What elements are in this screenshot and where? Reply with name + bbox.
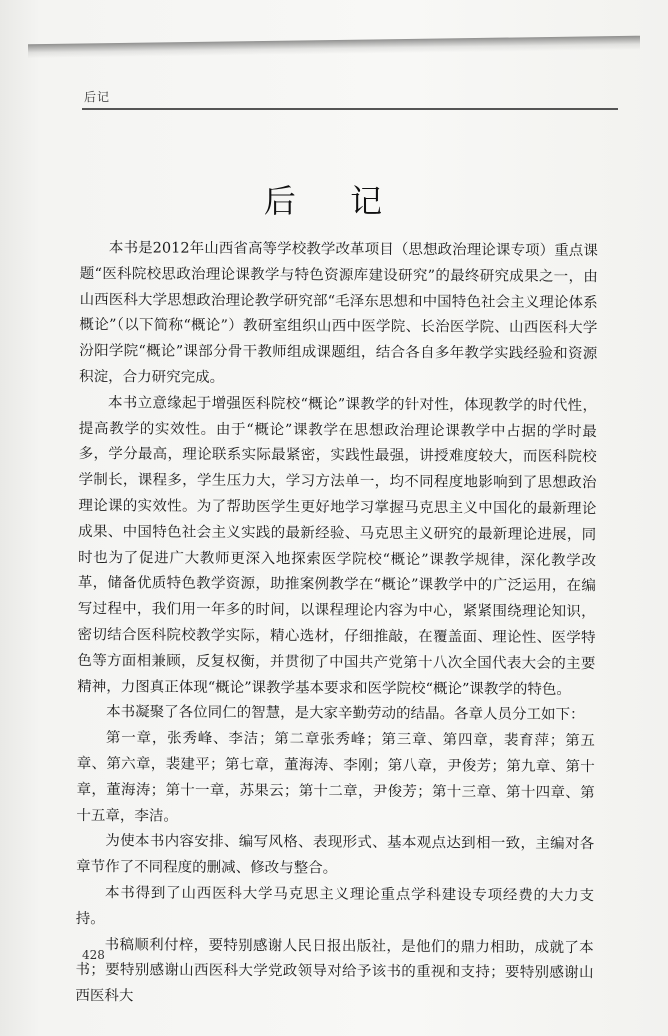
paragraph: 本书是2012年山西省高等学校教学改革项目（思想政治理论课专项）重点课题“医科院校思政治理论课教学与特色资源库建设研究”的最终研究成果之一，由山西医科大学思想政治理论教学研究部“毛泽东思想和中国特色社会主义理论体系概论”（以下简称“概论”）教研室组织山西中医学院、长治医学院、山西医科大学汾阳学院“概论”课部分骨干教师组成课题组，结合各自多年教学实践经验和资源积淀，合力研究完成。 bbox=[79, 240, 598, 386]
paragraph: 本书立意缘起于增强医科院校“概论”课教学的针对性，体现教学的时代性，提高教学的实效性。由于“概论”课教学在思想政治理论课教学中占据的学时最多，学分最高，理论联系实际最紧密，实践性最强，讲授难度较大，而医科院校学制长，课程多，学生压力大，学习方法单一，均不同程度地影响到了思想政治理论课的实效性。为了帮助医学生更好地学习掌握马克思主义中国化的最新理论成果、中国特色社会主义实践的最新经验、马克思主义研究的最新理论进展，同时也为了促进广大教师更深入地探索医学院校“概论”课教学规律，深化教学改革，储备优质特色教学资源，助推案例教学在“概论”课教学中的广泛运用，在编写过程中，我们用一年多的时间，以课程理论内容为中心，紧紧围绕理论知识，密切结合医科院校教学实际，精心选材，仔细推敲，在覆盖面、理论性、医学特色等方面相兼顾，反复权衡，并贯彻了中国共产党第十八次全国代表大会的主要精神，力图真正体现“概论”课教学基本要求和医学院校“概论”课教学的特色。 bbox=[77, 394, 598, 698]
body-text bbox=[75, 236, 598, 1013]
paragraph: 本书得到了山西医科大学马克思主义理论重点学科建设专项经费的大力支持。 bbox=[75, 885, 595, 927]
running-head: 后记 bbox=[84, 90, 111, 104]
chapter-title: 后 记 bbox=[263, 182, 405, 220]
paragraph: 书稿顺利付梓，要特别感谢人民日报出版社，是他们的鼎力相助，成就了本书；要特别感谢山西医科大学党政领导对给予该书的重视和支持；要特别感谢山西医科大 bbox=[75, 936, 594, 1005]
header-rule bbox=[82, 108, 618, 110]
paragraph: 为使本书内容安排、编写风格、表现形式、基本观点达到相一致，主编对各章节作了不同程度的删减、修改与整合。 bbox=[76, 833, 595, 877]
page-number: 428 bbox=[82, 948, 105, 962]
paragraph: 第一章，张秀峰、李洁；第二章张秀峰；第三章、第四章，裴育萍；第五章、第六章，裴建平；第七章，董海涛、李刚；第八章，尹俊芳；第九章、第十章，董海涛；第十一章，苏果云；第十二章，尹俊芳；第十三章、第十四章、第十五章，李洁。 bbox=[76, 730, 595, 825]
paragraph: 本书凝聚了各位同仁的智慧，是大家辛勤劳动的结晶。各章人员分工如下： bbox=[106, 704, 585, 724]
page-edge-shadow bbox=[28, 36, 640, 59]
